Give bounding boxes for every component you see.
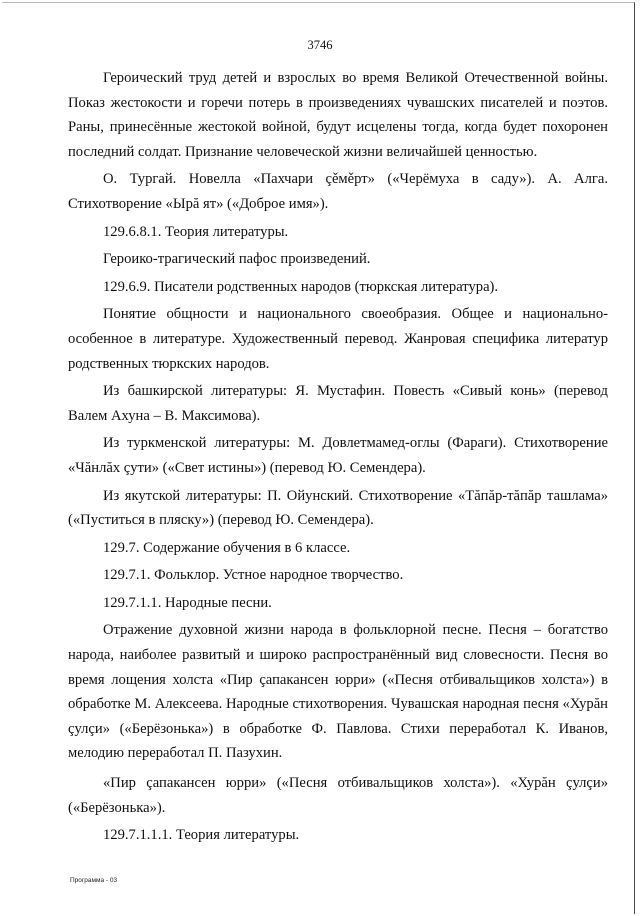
heading-folklore: 129.7.1. Фольклор. Устное народное творчество.	[103, 567, 404, 584]
heading-related-peoples: 129.6.9. Писатели родственных народов (тюркская литература).	[103, 278, 499, 295]
paragraph-bashkir: Из башкирской литературы: Я. Мустафин. Повесть «Сивый конь» (перевод Валем Ахуна – В. Максимова).	[68, 383, 608, 424]
heading-folk-songs: 129.7.1.1. Народные песни.	[103, 594, 272, 611]
page-footer: Программа - 03	[70, 877, 118, 884]
paragraph-song-titles: «Пир çапакансен юрри» («Песня отбивальщиков холста»). «Хурăн çулçи» («Берёзонька»).	[68, 775, 608, 816]
paragraph-turkmen: Из туркменской литературы: М. Довлетмамед-оглы (Фараги). Стихотворение «Чăнлăх çути» («Свет истины») (перевод Ю. Семендера).	[68, 435, 608, 476]
paragraph-turgay-alga: О. Тургай. Новелла «Пахчари çěмěрт» («Черёмуха в саду»). А. Алга. Стихотворение «Ырă ят» («Доброе имя»).	[68, 171, 608, 212]
heading-grade-6: 129.7. Содержание обучения в 6 классе.	[103, 539, 351, 556]
paragraph-national-originality: Понятие общности и национального своеобразия. Общее и национально-особенное в литературе. Художественный перевод. Жанровая специфика литератур родственных тюркских народов.	[68, 306, 608, 372]
paragraph-yakut: Из якутской литературы: П. Ойунский. Стихотворение «Тăпăр-тăпăр ташлама» («Пуститься в пляску») (перевод Ю. Семендера).	[68, 487, 608, 529]
paragraph-folk-song-spiritual: Отражение духовной жизни народа в фольклорной песне. Песня – богатство народа, наиболее развитый и широко распространённый вид словесности. Песня во время лощения холста «Пир çапакансен юрри» («Песня отбивальщиков холста») в обработке М. Алексеева. Народные стихотворения. Чувашская народная песня «Хурăн çулçи» («Берёзонька») в обработке Ф. Павлова. Стихи переработал К. Иванов, мелодию переработал П. Пазухин.	[68, 622, 608, 762]
heading-theory-7-1-1-1: 129.7.1.1.1. Теория литературы.	[103, 827, 300, 844]
paragraph-heroic-pathos: Героико-трагический пафос произведений.	[103, 251, 371, 268]
document-body	[68, 66, 608, 851]
paragraph-war-theme: Героический труд детей и взрослых во время Великой Отечественной войны. Показ жестокости и горечи потерь в произведениях чувашских писателей и поэтов. Раны, принесённые жестокой войной, будут исцелены тогда, когда будет похоронен последний солдат. Признание человеческой жизни величайшей ценностью.	[68, 70, 608, 160]
heading-theory-6-8-1: 129.6.8.1. Теория литературы.	[103, 223, 289, 240]
page-number: 3746	[307, 38, 333, 52]
